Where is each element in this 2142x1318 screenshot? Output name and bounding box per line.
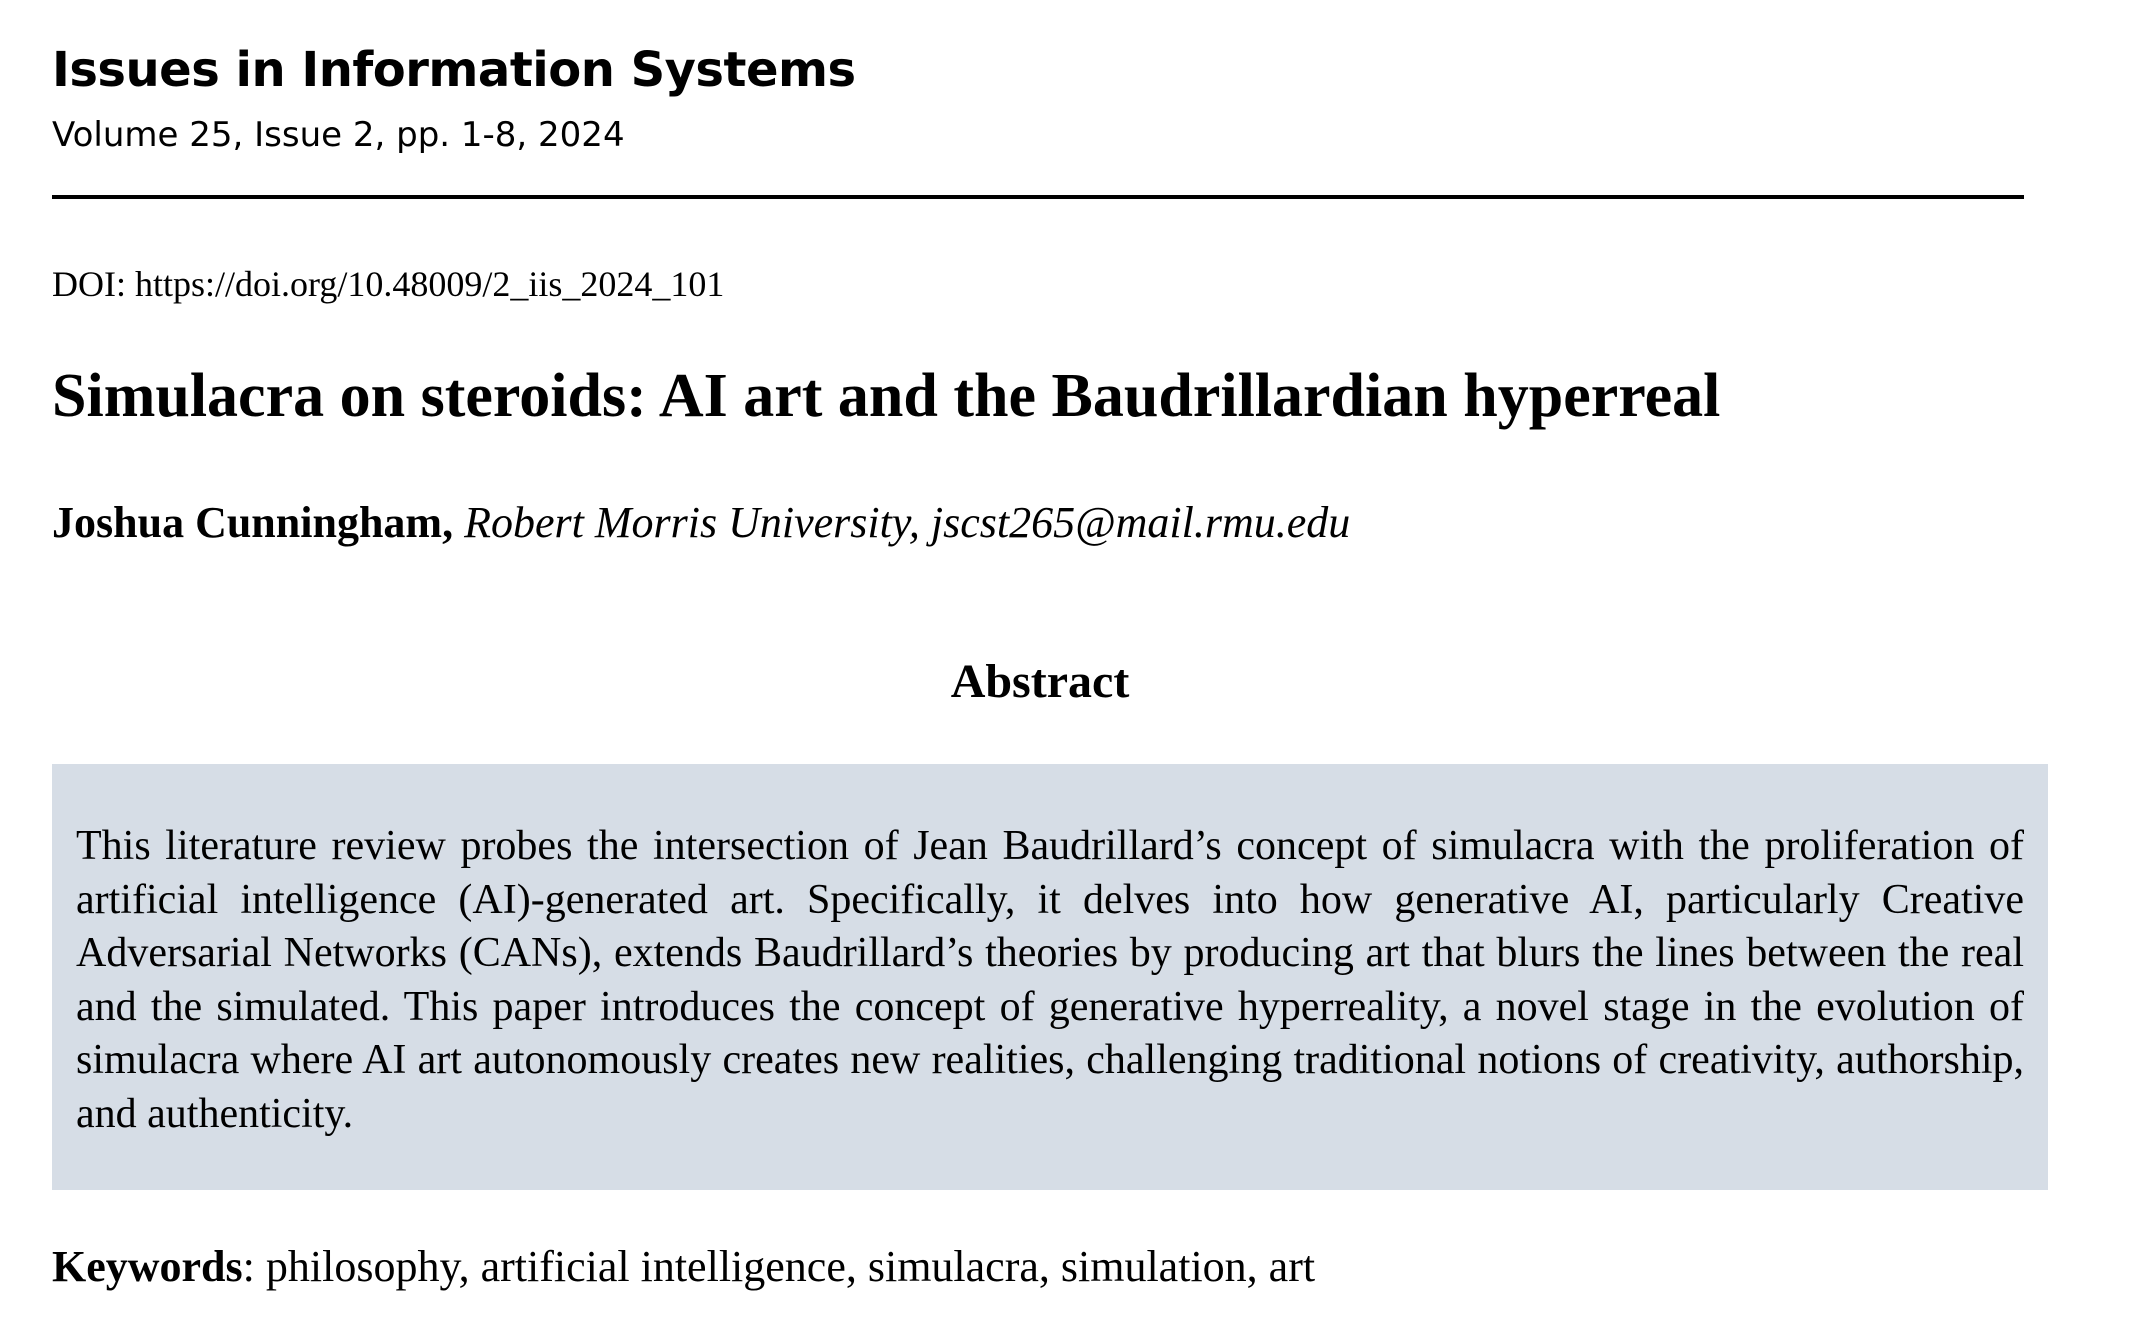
doi-line: DOI: https://doi.org/10.48009/2_iis_2024_101: [52, 264, 725, 304]
abstract-heading: Abstract: [950, 655, 1130, 708]
header-rule: [52, 195, 2024, 199]
journal-name: Issues in Information Systems: [52, 42, 856, 98]
keywords-text: : philosophy, artificial intelligence, simulacra, simulation, art: [242, 1242, 1316, 1291]
keywords-line: [52, 1240, 1315, 1294]
abstract-text: This literature review probes the intersection of Jean Baudrillard’s concept of simulacra with the proliferation of artificial intelligence (AI)-generated art. Specifically, it delves into how generative AI, particularly Creative Adversarial Networks (CANs), extends Baudrillard’s theories by producing art that blurs the lines between the real and the simulated. This paper introduces the concept of generative hyperreality, a novel stage in the evolution of simulacra where AI art autonomously creates new realities, challenging traditional notions of creativity, authorship, and authenticity.: [76, 823, 2024, 1137]
paper-title: Simulacra on steroids: AI art and the Baudrillardian hyperreal: [52, 362, 1721, 430]
journal-issue: Volume 25, Issue 2, pp. 1-8, 2024: [52, 115, 625, 155]
author-line: [52, 496, 1350, 550]
author-affiliation: Robert Morris University, jscst265@mail.rmu.edu: [464, 498, 1351, 547]
author-name: Joshua Cunningham,: [52, 498, 454, 547]
abstract-box: [52, 764, 2048, 1190]
keywords-label: Keywords: [52, 1242, 243, 1291]
